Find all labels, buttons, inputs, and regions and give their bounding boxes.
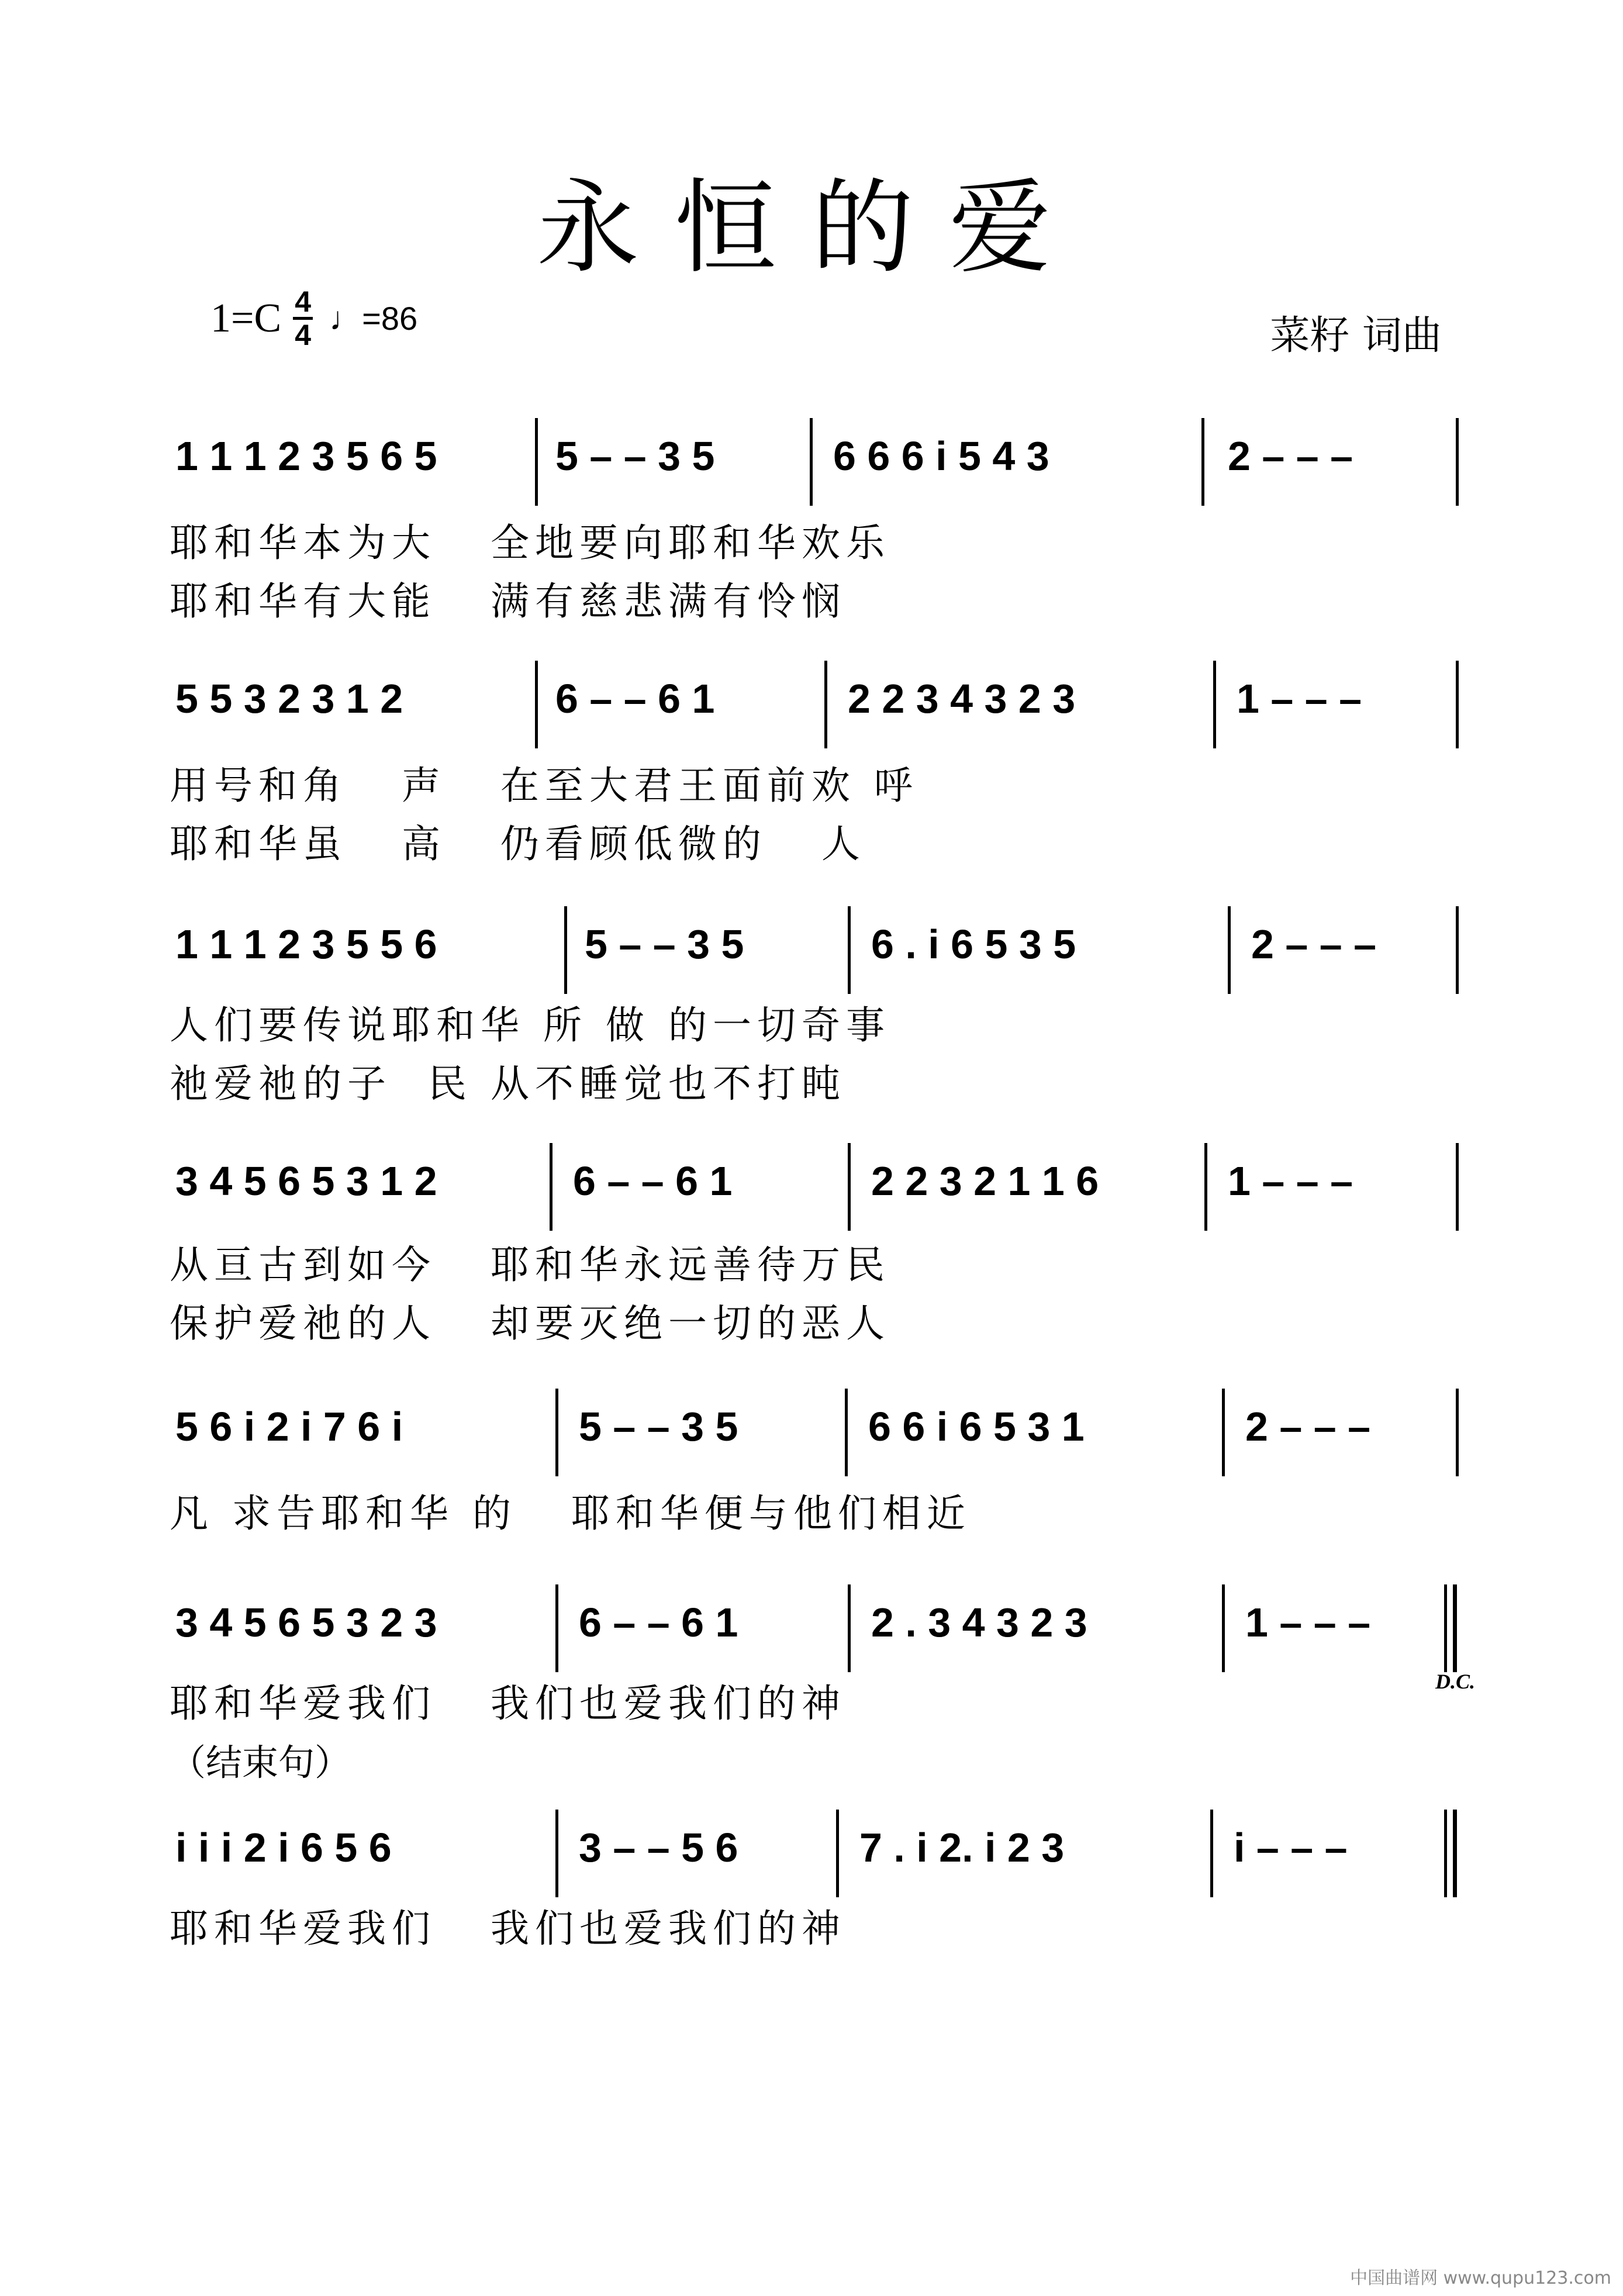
lyric-line: 耶和华爱我们 我们也爱我们的神 (170, 1681, 846, 1726)
measure: 3 – – 5 6 (579, 1825, 738, 1870)
measure: 2 – – – (1251, 921, 1377, 967)
lyric-line: 耶和华虽 高 仍看顾低微的 人 (170, 821, 866, 866)
lyric-line: 凡 求告耶和华 的 耶和华便与他们相近 (170, 1491, 971, 1536)
time-bottom: 4 (295, 319, 312, 351)
measure: 6 – – 6 1 (573, 1158, 733, 1204)
system-1 (175, 424, 1462, 488)
measure: 2 2 3 4 3 2 3 (848, 676, 1076, 721)
lyric-line: 耶和华有大能 满有慈悲满有怜悯 (170, 579, 846, 624)
lyric-line: 人们要传说耶和华 所 做 的一切奇事 (170, 1003, 890, 1048)
measure: 1 – – – (1245, 1600, 1371, 1645)
system-2 (175, 667, 1462, 731)
measure: 1 – – – (1228, 1158, 1353, 1204)
system-3 (175, 912, 1462, 976)
da-capo-mark: D.C. (1435, 1670, 1476, 1693)
measure: 7 . i 2. i 2 3 (859, 1825, 1065, 1870)
measure: 1 1 1 2 3 5 6 5 (175, 433, 437, 479)
lyric-line: 耶和华本为大 全地要向耶和华欢乐 (170, 520, 890, 565)
measure: 6 – – 6 1 (555, 676, 715, 721)
measure: 1 1 1 2 3 5 5 6 (175, 921, 437, 967)
lyric-line: 用号和角 声 在至大君王面前欢 呼 (170, 763, 918, 808)
measure: i i i 2 i 6 5 6 (175, 1825, 392, 1870)
measure: 5 6 i 2 i 7 6 i (175, 1404, 403, 1449)
composer-credit: 菜籽 词曲 (1270, 313, 1442, 359)
lyric-line: 祂爱祂的子 民 从不睡觉也不打盹 (170, 1061, 846, 1106)
measure: 6 6 i 6 5 3 1 (868, 1404, 1085, 1449)
tempo-marking: ♩=86 (329, 300, 418, 337)
lyric-line: 从亘古到如今 耶和华永远善待万民 (170, 1242, 890, 1287)
watermark: 中国曲谱网 www.qupu123.com (1350, 2268, 1611, 2288)
measure: 5 – – 3 5 (585, 921, 744, 967)
measure: 6 6 6 i 5 4 3 (833, 433, 1049, 479)
measure: 2 – – – (1245, 1404, 1371, 1449)
measure: 6 . i 6 5 3 5 (871, 921, 1076, 967)
measure: 3 4 5 6 5 3 2 3 (175, 1600, 437, 1645)
measure: 2 . 3 4 3 2 3 (871, 1600, 1087, 1645)
measure: 2 2 3 2 1 1 6 (871, 1158, 1099, 1204)
system-4 (175, 1149, 1462, 1213)
system-6 (175, 1590, 1462, 1655)
measure: 5 – – 3 5 (555, 433, 715, 479)
time-signature (293, 286, 313, 350)
song-title: 永恒的爱 (537, 169, 1086, 288)
ending-label: （结束句） (170, 1741, 351, 1784)
measure: 3 4 5 6 5 3 1 2 (175, 1158, 437, 1204)
key-time-tempo (210, 286, 417, 350)
measure: 6 – – 6 1 (579, 1600, 738, 1645)
measure: 2 – – – (1228, 433, 1353, 479)
key-signature: 1=C (210, 295, 282, 341)
measure: 1 – – – (1237, 676, 1362, 721)
lyric-line: 耶和华爱我们 我们也爱我们的神 (170, 1906, 846, 1951)
measure: i – – – (1234, 1825, 1348, 1870)
lyric-line: 保护爱祂的人 却要灭绝一切的恶人 (170, 1301, 890, 1346)
time-top: 4 (295, 285, 312, 318)
measure: 5 – – 3 5 (579, 1404, 738, 1449)
system-5 (175, 1394, 1462, 1459)
measure: 5 5 3 2 3 1 2 (175, 676, 403, 721)
system-7 (175, 1815, 1462, 1880)
